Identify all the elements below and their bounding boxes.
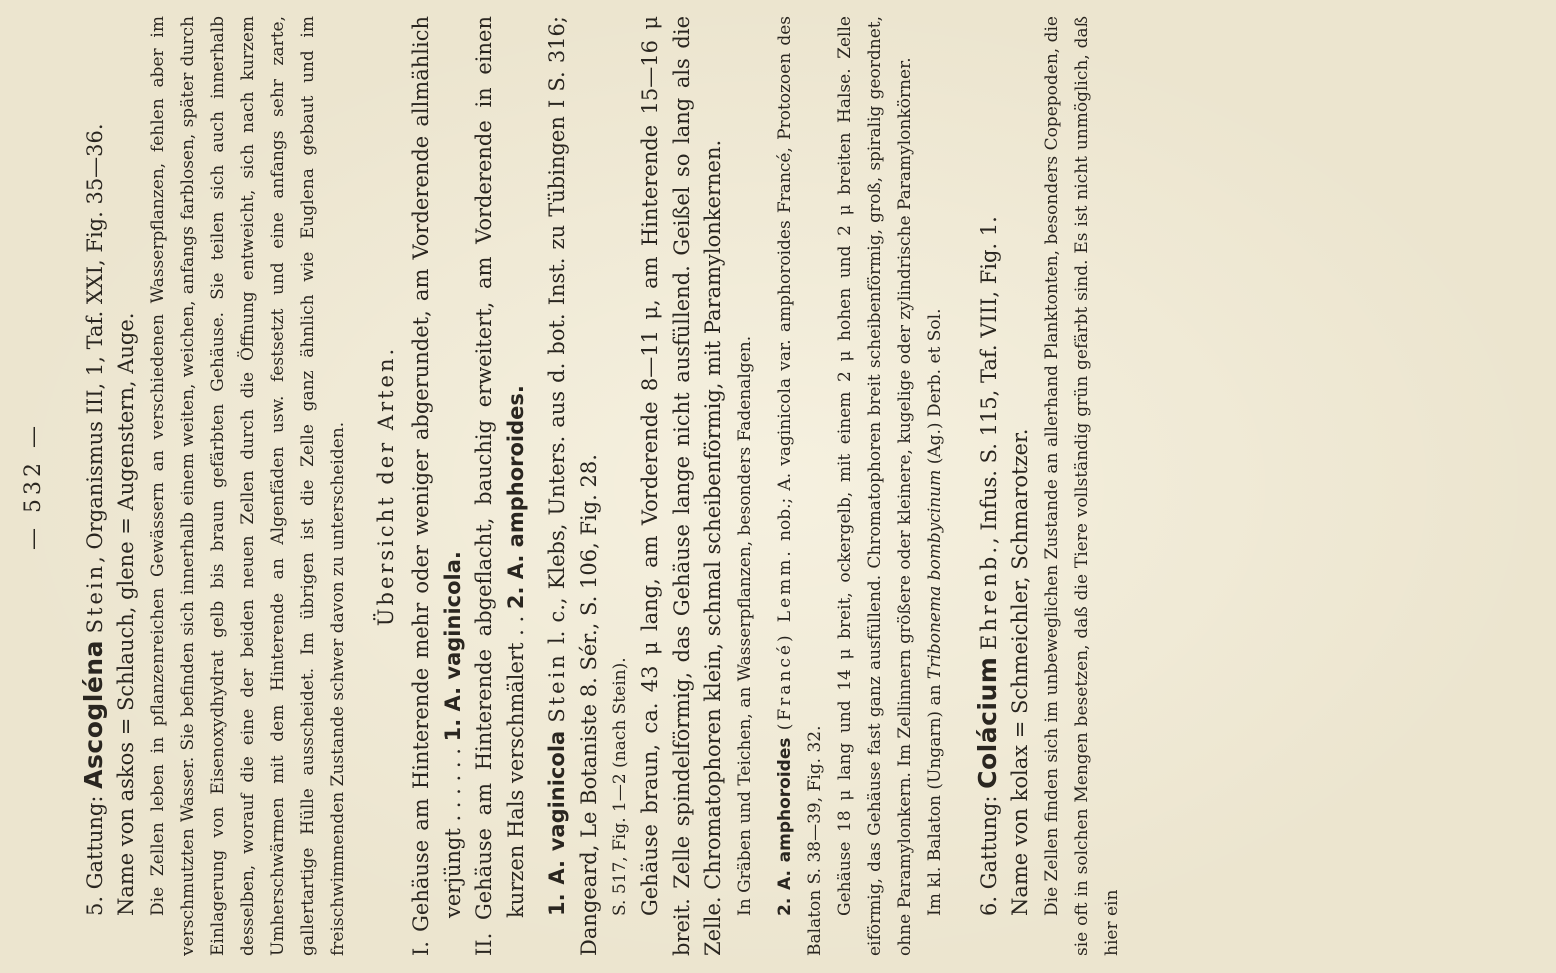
genus-prefix: 5. Gattung:	[82, 795, 107, 916]
key-entry-1-result: 1. A. vaginicola.	[440, 551, 465, 742]
genus-reference: , Infus. S. 115, Taf. VIII, Fig. 1.	[976, 216, 1001, 544]
species-name: 1. A. vaginicola	[545, 730, 569, 916]
species-habitat	[920, 16, 950, 956]
genus-author: Ehrenb.	[976, 544, 1001, 650]
species-reference: nob.; A. vaginicola var. amphoroides Francé, Protozoen des Balaton S. 38—39, Fig. 32.	[774, 15, 825, 956]
key-entry-1-text: I. Gehäuse am Hinterende mehr oder weniger abgerundet, am Vorderende allmählich verjüngt . . . . . .	[409, 16, 465, 956]
genus-author: Stein	[82, 562, 107, 634]
species-author: (Francé) Lemm.	[774, 548, 795, 731]
species-heading-amphoroides	[770, 16, 830, 956]
genus-name: Colácium	[972, 656, 1002, 789]
genus-etymology: Name von askos = Schlauch, glene = Augenstern, Auge.	[114, 312, 138, 916]
species-author: Stein	[545, 652, 569, 723]
species-habitat: In Gräben und Teichen, an Wasserpflanzen, besonders Fadenalgen.	[734, 335, 755, 916]
rotated-book-page	[18, 16, 1518, 956]
key-entry-2	[469, 16, 532, 956]
page-number-line	[18, 16, 50, 956]
genus-name: Ascogléna	[78, 640, 108, 789]
genus-etymology: Name von kolax = Schmeichler, Schmarotzer.	[1008, 428, 1032, 916]
key-entry-2-result: 2. A. amphoroides.	[503, 385, 528, 610]
dash-left: —	[21, 524, 46, 550]
species-description: Gehäuse 18 μ lang und 14 μ breit, ockergelb, mit einem 2 μ hohen und 2 μ breiten Halse. Zelle eiförmig, das Gehäuse fast ganz ausfüllend. Chromatophoren breit scheibenförmig, groß, spiralig geordnet, ohne Paramylonkern. Im Zellinnern größere oder kleinere, kugelige oder zylindrische Paramylonkörner.	[834, 16, 915, 956]
habitat-text-post: (Ag.) Derb. et Sol.	[924, 308, 945, 470]
habitat-taxon: Tribonema bombycinum	[924, 469, 945, 680]
key-entry-1	[406, 16, 469, 956]
species-reference: l. c., Klebs, Unters. aus d. bot. Inst. zu Tübingen I S. 316; Dangeard, Le Botaniste 8. Sér., S. 106, Fig. 28.	[545, 16, 601, 956]
genus-heading-ascoglena	[78, 16, 112, 956]
habitat-text: Im kl. Balaton (Ungarn) an	[924, 679, 945, 916]
dash-right: —	[21, 422, 46, 448]
species-heading-vaginicola	[542, 16, 605, 956]
genus-heading-colacium	[972, 16, 1006, 956]
species-figure-reference: S. 517, Fig. 1—2 (nach Stein).	[610, 657, 630, 916]
key-entry-2-text: II. Gehäuse am Hinterende abgeflacht, bauchig erweitert, am Vorderende in einen kurzen Hals verschmälert . .	[472, 16, 528, 956]
genus-description: Die Zellen finden sich im unbeweglichen Zustande an allerhand Planktonten, besonders Copepoden, die sie oft in solchen Mengen besetzen, daß die Tiere vollständig grün gefärbt sind. Es ist nicht unmöglich, daß hier ein	[1041, 16, 1122, 956]
page-number: 532	[21, 459, 46, 513]
genus-prefix: 6. Gattung:	[976, 795, 1001, 916]
genus-description: Die Zellen leben in pflanzenreichen Gewässern an verschiedenen Wasserpflanzen, fehlen aber im verschmutzten Wasser. Sie befinden sich innerhalb einem weiten, weichen, anfangs farblosen, später durch Einlagerung von Eisenoxydhydrat gelb bis braun gefärbten Gehäuse. Sie teilen sich auch innerhalb desselben, worauf die eine der beiden neuen Zellen durch die Öffnung entweicht, sich nach kurzem Umherschwärmen mit dem Hinterende an Algenfäden usw. festsetzt und eine anfangs sehr zarte, gallertartige Hülle ausscheidet. Im übrigen ist die Zelle ganz ähnlich wie Euglena gebaut und im freischwimmenden Zustande schwer davon zu unterscheiden.	[147, 16, 348, 956]
overview-heading: Übersicht der Arten.	[373, 345, 398, 627]
genus-reference: , Organismus III, 1, Taf. XXI, Fig. 35—36.	[82, 123, 107, 563]
species-name: 2. A. amphoroides	[774, 737, 795, 916]
species-description: Gehäuse braun, ca. 43 μ lang, am Vorderende 8—11 μ, am Hinterende 15—16 μ breit. Zelle spindelförmig, das Gehäuse lange nicht ausfüllend. Geißel so lang als die Zelle. Chromatophoren klein, schmal scheibenförmig, mit Paramylonkernen.	[638, 16, 725, 956]
